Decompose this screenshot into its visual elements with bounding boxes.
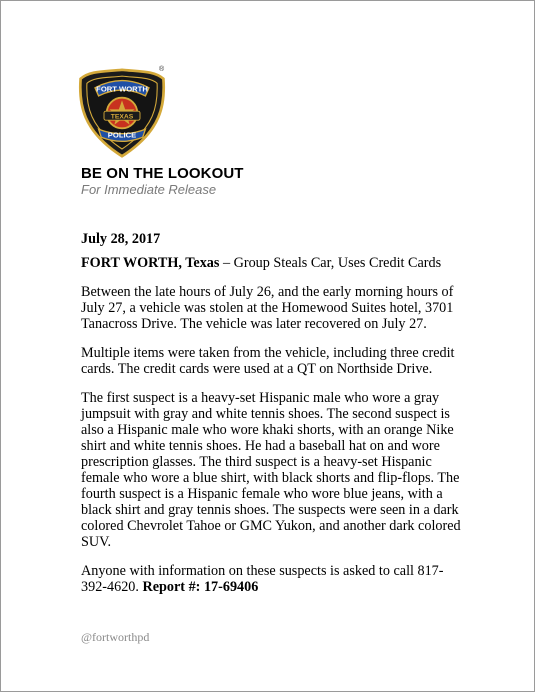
dateline-dash: – — [219, 255, 234, 271]
paragraph-items: Multiple items were taken from the vehicle, including three credit cards. The credit cards were used at a QT on Northside Drive. — [81, 345, 455, 377]
headline-text: Group Steals Car, Uses Credit Cards — [233, 255, 442, 271]
paragraph-suspects: The first suspect is a heavy-set Hispanic male who wore a gray jumpsuit with gray and white tennis shoes. The second suspect is also a Hispanic male who wore khaki shorts, with an orange Nike shirt and white tennis shoes. He had a baseball hat on and wore prescription glasses. The third suspect is a heavy-set Hispanic female who wore a blue shirt, with black shorts and flip-flops. The fourth suspect is a Hispanic female who wore blue jeans, with a black shirt and gray tennis shoes. The suspects were seen in a dark colored Chevrolet Tahoe or GMC Yukon, and another dark colored SUV. — [81, 390, 461, 550]
page-title: BE ON THE LOOKOUT — [81, 165, 244, 182]
fort-worth-police-badge-icon — [77, 68, 167, 158]
dateline: FORT WORTH, Texas — [81, 255, 220, 271]
release-headline — [81, 255, 466, 271]
page-subtitle: For Immediate Release — [81, 182, 217, 197]
paragraph-incident: Between the late hours of July 26, and the early morning hours of July 27, a vehicle was stolen at the Homewood Suites hotel, 3701 Tanacross Drive. The vehicle was later recovered on July 27. — [81, 284, 454, 332]
twitter-handle: @fortworthpd — [81, 630, 150, 644]
badge-bottom-text: POLICE — [107, 130, 137, 140]
report-number: Report #: 17-69406 — [142, 579, 259, 595]
contact-text: Anyone with information on these suspects is asked to call 817-392-4620. — [81, 563, 444, 595]
registered-mark: ® — [159, 66, 165, 73]
badge-middle-text: TEXAS — [110, 113, 134, 121]
badge-top-text: FORT WORTH — [96, 84, 148, 94]
paragraph-contact — [81, 563, 466, 595]
release-date: July 28, 2017 — [81, 231, 161, 247]
